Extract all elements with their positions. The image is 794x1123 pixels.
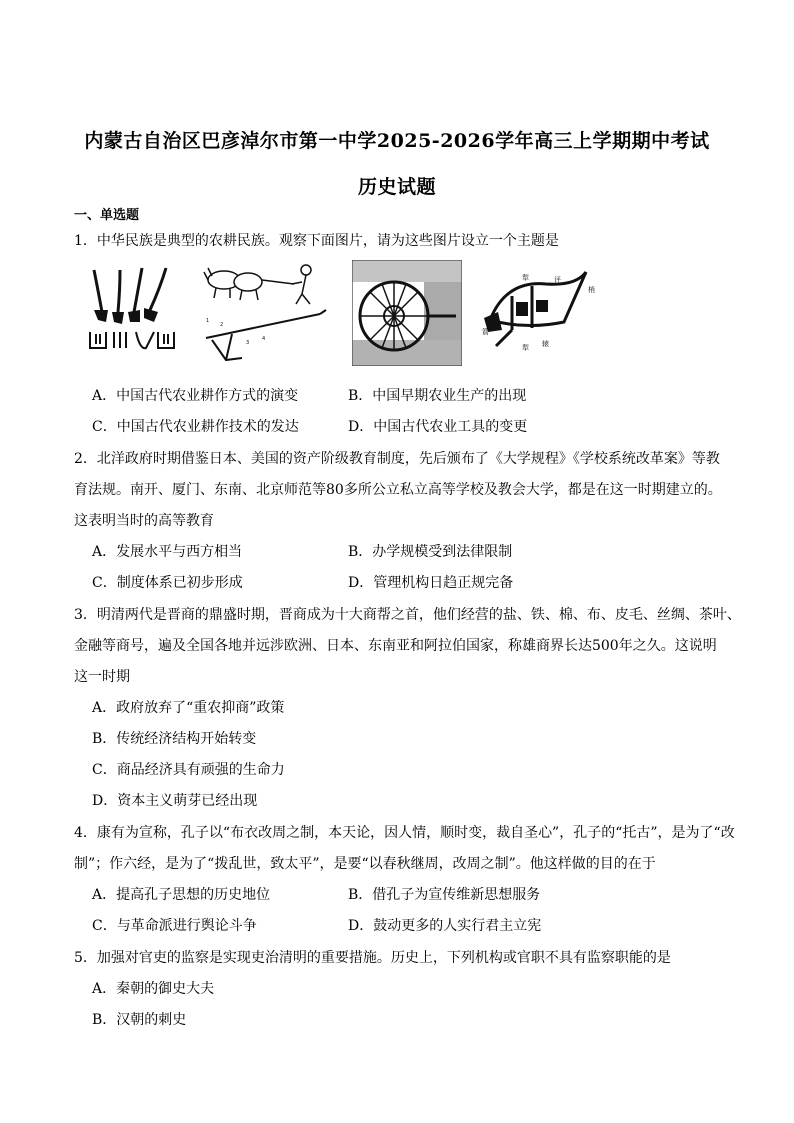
curved-plough-icon <box>476 260 600 366</box>
question-3-text-line-1: 3．明清两代是晋商的鼎盛时期，晋商成为十大商帮之首，他们经营的盐、铁、棉、布、皮毛、丝绸、茶叶、 <box>74 607 741 623</box>
q4-option-b[interactable]: B．借孔子为宣传维新思想服务 <box>348 887 541 903</box>
q2-option-c[interactable]: C．制度体系已初步形成 <box>92 575 243 591</box>
question-2-text-line-1: 2．北洋政府时期借鉴日本、美国的资产阶级教育制度，先后颁布了《大学规程》《学校系统改革案》等教 <box>74 451 720 467</box>
svg-text:2: 2 <box>220 322 224 328</box>
question-5-text: 5．加强对官吏的监察是实现吏治清明的重要措施。历史上，下列机构或官职不具有监察职能的是 <box>74 950 671 966</box>
svg-text:梢: 梢 <box>588 286 595 294</box>
farm-tools-icon <box>84 260 184 360</box>
q1-option-b[interactable]: B．中国早期农业生产的出现 <box>348 388 527 404</box>
q1-option-d[interactable]: D．中国古代农业工具的变更 <box>348 419 528 435</box>
q3-option-d[interactable]: D．资本主义萌芽已经出现 <box>92 793 258 809</box>
svg-text:评: 评 <box>554 276 561 284</box>
q5-option-a[interactable]: A．秦朝的御史大夫 <box>92 981 215 997</box>
svg-text:箭: 箭 <box>482 328 489 336</box>
q3-option-a[interactable]: A．政府放弃了“重农抑商”政策 <box>92 700 285 716</box>
q2-option-d[interactable]: D．管理机构日趋正规完备 <box>348 575 514 591</box>
q1-option-c[interactable]: C．中国古代农业耕作技术的发达 <box>92 419 299 435</box>
svg-text:1: 1 <box>206 318 210 324</box>
ox-plough-icon <box>202 260 332 370</box>
svg-text:4: 4 <box>262 336 266 342</box>
question-1-figures <box>84 260 604 370</box>
q3-option-b[interactable]: B．传统经济结构开始转变 <box>92 731 257 747</box>
q5-option-b[interactable]: B．汉朝的刺史 <box>92 1012 187 1028</box>
question-2-text-line-2: 育法规。南开、厦门、东南、北京师范等80多所公立私立高等学校及教会大学，都是在这一时期建立的。 <box>74 482 722 498</box>
question-1-text: 1．中华民族是典型的农耕民族。观察下面图片，请为这些图片设立一个主题是 <box>74 233 559 249</box>
q4-option-c[interactable]: C．与革命派进行舆论斗争 <box>92 918 257 934</box>
water-wheel-icon <box>352 260 462 366</box>
question-3-text-line-2: 金融等商号，遍及全国各地并远涉欧洲、日本、东南亚和阿拉伯国家，称雄商界长达500年之久。这说明 <box>74 638 717 654</box>
q4-option-a[interactable]: A．提高孔子思想的历史地位 <box>92 887 271 903</box>
q2-option-a[interactable]: A．发展水平与西方相当 <box>92 544 243 560</box>
q2-option-b[interactable]: B．办学规模受到法律限制 <box>348 544 513 560</box>
question-2-text-line-3: 这表明当时的高等教育 <box>74 513 214 529</box>
svg-text:犁: 犁 <box>522 344 529 352</box>
exam-title: 内蒙古自治区巴彦淖尔市第一中学2025-2026学年高三上学期期中考试 <box>84 130 710 152</box>
q1-option-a[interactable]: A．中国古代农业耕作方式的演变 <box>92 388 299 404</box>
question-3-text-line-3: 这一时期 <box>74 669 130 685</box>
exam-subtitle: 历史试题 <box>357 176 436 198</box>
svg-text:3: 3 <box>246 340 250 346</box>
q3-option-c[interactable]: C．商品经济具有顽强的生命力 <box>92 762 285 778</box>
q4-option-d[interactable]: D．鼓动更多的人实行君主立宪 <box>348 918 542 934</box>
question-4-text-line-2: 制”；作六经，是为了“拨乱世，致太平”，是要“以春秋继周，改周之制”。他这样做的目的在于 <box>74 856 656 872</box>
svg-text:犁: 犁 <box>522 274 529 282</box>
svg-text:辕: 辕 <box>542 340 549 348</box>
question-4-text-line-1: 4．康有为宣称，孔子以“布衣改周之制，本天论，因人情，顺时变，裁自圣心”，孔子的“托古”，是为了“改 <box>74 825 735 841</box>
section-heading: 一、单选题 <box>74 208 140 223</box>
